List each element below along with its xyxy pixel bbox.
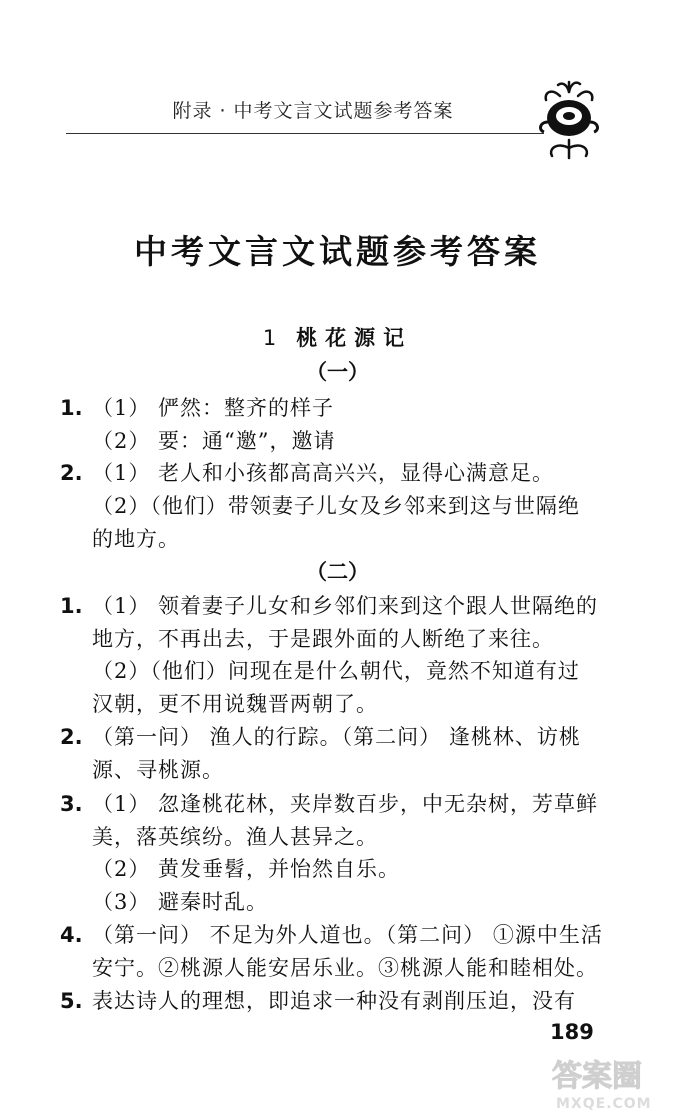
section-label: （一） [306,360,369,384]
answer-line: 美，落英缤纷。渔人甚异之。 [92,825,378,849]
running-header: 附录 · 中考文言文试题参考答案 [172,100,454,122]
answer-line: （1） 忽逢桃花林，夹岸数百步，中无杂树，芳草鲜 [92,792,599,816]
section-label: （二） [306,560,369,584]
answer-line: 地方，不再出去，于是跟外面的人断绝了来往。 [92,627,554,651]
answer-line: 汉朝，更不用说魏晋两朝了。 [92,692,378,716]
lesson-name: 桃花源记 [296,326,413,350]
answer-line: （3） 避秦时乱。 [92,890,269,914]
watermark-url: MXQE.COM [556,1096,652,1112]
answer-line: 的地方。 [92,527,180,551]
answer-line: （2） 黄发垂髫，并怡然自乐。 [92,857,401,881]
answer-line: 安宁。②桃源人能安居乐业。③桃源人能和睦相处。 [92,956,598,980]
question-number: 1. [60,594,83,618]
answer-line: （2） 要：通“邀”，邀请 [92,429,336,453]
answer-line: （1） 俨然：整齐的样子 [92,396,335,420]
header-rule [66,133,544,134]
page-number: 189 [550,1020,594,1044]
question-number: 1. [60,396,83,420]
question-number: 2. [60,461,83,485]
answer-line: （2）（他们）带领妻子儿女及乡邻来到这与世隔绝 [92,494,580,518]
flower-ornament-icon [534,78,604,164]
answer-line: 表达诗人的理想，即追求一种没有剥削压迫，没有 [92,989,576,1013]
page-title: 中考文言文试题参考答案 [134,232,541,271]
question-number: 4. [60,923,83,947]
answer-line: （2）（他们）问现在是什么朝代，竟然不知道有过 [92,659,580,683]
question-number: 3. [60,792,83,816]
watermark-text: 答案圈 [552,1059,642,1094]
answer-line: （1） 领着妻子儿女和乡邻们来到这个跟人世隔绝的 [92,594,599,618]
answer-line: （1） 老人和小孩都高高兴兴，显得心满意足。 [92,461,555,485]
lesson-title [0,322,675,352]
watermark-logo [548,1052,668,1114]
answer-line: 源、寻桃源。 [92,758,224,782]
answer-line: （第一问） 不足为外人道也。（第二问） ①源中生活 [92,923,603,947]
question-number: 5. [60,989,83,1013]
answer-line: （第一问） 渔人的行踪。（第二问） 逢桃林、访桃 [92,725,581,749]
lesson-number: 1 [262,326,277,350]
question-number: 2. [60,725,83,749]
